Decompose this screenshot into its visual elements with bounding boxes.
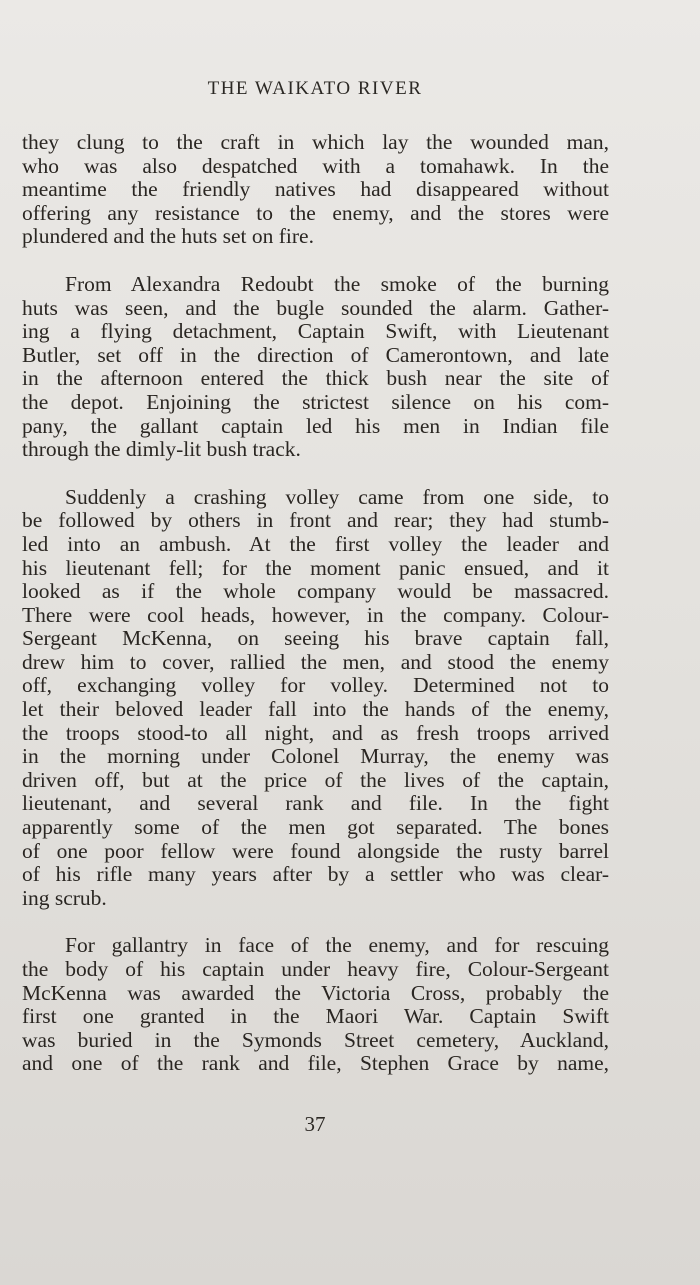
text-line: plundered and the huts set on fire. (22, 224, 314, 249)
text-line: Suddenly a crashing volley came from one side, to (65, 484, 609, 509)
text-line: the body of his captain under heavy fire, Colour-Sergeant (22, 957, 609, 981)
text-line: For gallantry in face of the enemy, and for rescuing (65, 933, 609, 958)
text-line: ing scrub. (22, 885, 107, 910)
text-line: they clung to the craft in which lay the wounded man, (22, 130, 609, 154)
text-line: the troops stood-to all night, and as fresh troops arrived (22, 720, 609, 745)
text-line: the depot. Enjoining the strictest silence on his com- (22, 389, 609, 414)
text-line: looked as if the whole company would be massacred. (22, 579, 609, 604)
text-line: pany, the gallant captain led his men in Indian file (22, 413, 609, 438)
running-head: THE WAIKATO RIVER (207, 78, 423, 99)
text-line: There were cool heads, however, in the company. Colour- (22, 602, 609, 627)
text-line: apparently some of the men got separated. The bones (22, 815, 609, 840)
text-line: Butler, set off in the direction of Camerontown, and late (22, 342, 609, 367)
text-line: of his rifle many years after by a settler who was clear- (22, 862, 609, 887)
text-line: in the afternoon entered the thick bush near the site of (22, 366, 609, 391)
paragraph (22, 131, 609, 249)
text-line: be followed by others in front and rear; they had stumb- (22, 508, 609, 533)
text-line: and one of the rank and file, Stephen Grace by name, (22, 1051, 609, 1076)
paragraph (22, 273, 609, 462)
text-line: off, exchanging volley for volley. Determined not to (22, 673, 609, 698)
text-line: meantime the friendly natives had disappeared without (22, 177, 609, 202)
text-line: driven off, but at the price of the lives of the captain, (22, 767, 609, 792)
text-line: first one granted in the Maori War. Captain Swift (22, 1004, 609, 1029)
text-line: From Alexandra Redoubt the smoke of the burning (65, 271, 609, 296)
text-line: ing a flying detachment, Captain Swift, with Lieutenant (22, 319, 609, 344)
body-text (22, 131, 609, 1100)
text-line: let their beloved leader fall into the hands of the enemy, (22, 697, 609, 722)
text-line: led into an ambush. At the first volley the leader and (22, 531, 609, 556)
text-line: offering any resistance to the enemy, and the stores were (22, 200, 609, 225)
text-line: was buried in the Symonds Street cemetery, Auckland, (22, 1027, 609, 1052)
page-number: 37 (304, 1112, 326, 1136)
text-line: who was also despatched with a tomahawk. In the (22, 153, 609, 178)
text-line: of one poor fellow were found alongside the rusty barrel (22, 838, 609, 863)
text-line: Sergeant McKenna, on seeing his brave captain fall, (22, 626, 609, 651)
text-line: through the dimly-lit bush track. (22, 437, 301, 462)
text-line: huts was seen, and the bugle sounded the alarm. Gather- (22, 295, 609, 320)
text-line: drew him to cover, rallied the men, and stood the enemy (22, 649, 609, 674)
text-line: lieutenant, and several rank and file. In the fight (22, 791, 609, 816)
text-line: in the morning under Colonel Murray, the enemy was (22, 744, 609, 769)
text-line: his lieutenant fell; for the moment panic ensued, and it (22, 555, 609, 580)
text-line: McKenna was awarded the Victoria Cross, probably the (22, 980, 609, 1005)
paragraph (22, 934, 609, 1076)
paragraph (22, 486, 609, 911)
